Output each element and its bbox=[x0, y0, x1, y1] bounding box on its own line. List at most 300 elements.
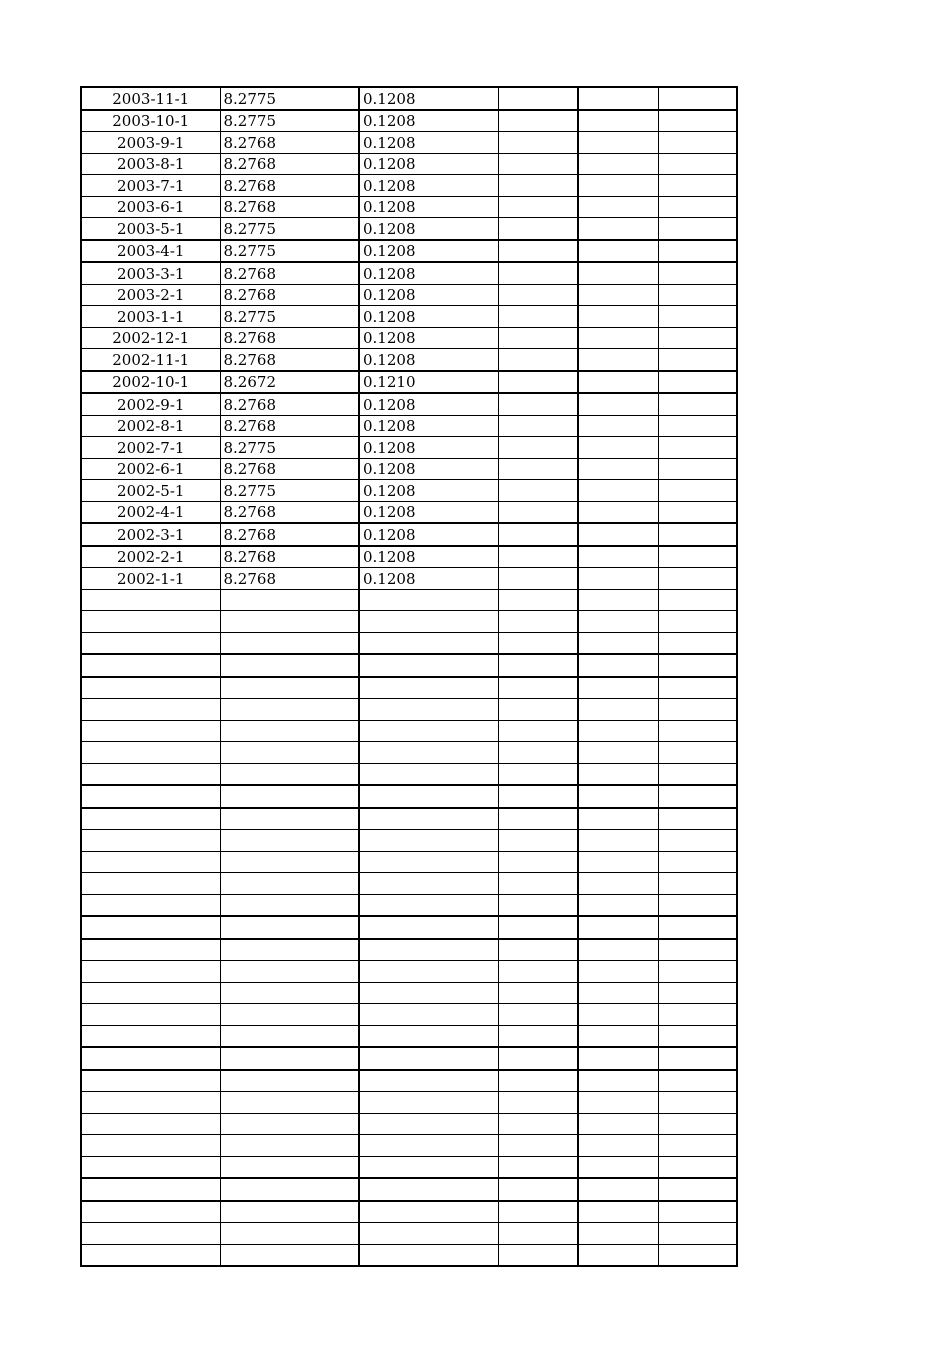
inverse-rate-cell[interactable]: 0.1208 bbox=[359, 153, 498, 175]
inverse-rate-cell[interactable] bbox=[359, 982, 498, 1004]
inverse-rate-cell[interactable] bbox=[359, 808, 498, 830]
rate-cell[interactable] bbox=[220, 1178, 359, 1201]
rate-cell[interactable] bbox=[220, 939, 359, 961]
empty-cell[interactable] bbox=[658, 677, 737, 699]
empty-cell[interactable] bbox=[578, 1113, 658, 1135]
empty-cell[interactable] bbox=[578, 1156, 658, 1178]
empty-cell[interactable] bbox=[498, 1135, 578, 1157]
date-cell[interactable]: 2002-7-1 bbox=[81, 437, 220, 459]
inverse-rate-cell[interactable]: 0.1208 bbox=[359, 327, 498, 349]
date-cell[interactable] bbox=[81, 1156, 220, 1178]
empty-cell[interactable] bbox=[658, 1201, 737, 1223]
inverse-rate-cell[interactable]: 0.1208 bbox=[359, 196, 498, 218]
rate-cell[interactable]: 8.2775 bbox=[220, 110, 359, 132]
inverse-rate-cell[interactable]: 0.1208 bbox=[359, 218, 498, 240]
empty-cell[interactable] bbox=[658, 306, 737, 328]
empty-cell[interactable] bbox=[658, 873, 737, 895]
empty-cell[interactable] bbox=[578, 1223, 658, 1245]
empty-cell[interactable] bbox=[578, 763, 658, 785]
rate-cell[interactable]: 8.2768 bbox=[220, 262, 359, 284]
empty-cell[interactable] bbox=[578, 110, 658, 132]
date-cell[interactable]: 2003-2-1 bbox=[81, 284, 220, 306]
empty-cell[interactable] bbox=[658, 327, 737, 349]
inverse-rate-cell[interactable] bbox=[359, 720, 498, 742]
empty-cell[interactable] bbox=[578, 632, 658, 654]
empty-cell[interactable] bbox=[498, 589, 578, 611]
empty-cell[interactable] bbox=[578, 699, 658, 721]
inverse-rate-cell[interactable]: 0.1208 bbox=[359, 175, 498, 197]
empty-cell[interactable] bbox=[498, 132, 578, 154]
date-cell[interactable]: 2002-6-1 bbox=[81, 458, 220, 480]
date-cell[interactable]: 2003-4-1 bbox=[81, 240, 220, 263]
inverse-rate-cell[interactable] bbox=[359, 1004, 498, 1026]
empty-cell[interactable] bbox=[658, 393, 737, 415]
empty-cell[interactable] bbox=[658, 196, 737, 218]
date-cell[interactable] bbox=[81, 830, 220, 852]
empty-cell[interactable] bbox=[658, 720, 737, 742]
date-cell[interactable]: 2002-9-1 bbox=[81, 393, 220, 415]
inverse-rate-cell[interactable]: 0.1208 bbox=[359, 110, 498, 132]
date-cell[interactable] bbox=[81, 808, 220, 830]
empty-cell[interactable] bbox=[498, 654, 578, 677]
date-cell[interactable] bbox=[81, 1113, 220, 1135]
empty-cell[interactable] bbox=[658, 982, 737, 1004]
empty-cell[interactable] bbox=[498, 349, 578, 371]
empty-cell[interactable] bbox=[498, 327, 578, 349]
inverse-rate-cell[interactable] bbox=[359, 1244, 498, 1266]
empty-cell[interactable] bbox=[578, 240, 658, 263]
inverse-rate-cell[interactable] bbox=[359, 589, 498, 611]
inverse-rate-cell[interactable]: 0.1208 bbox=[359, 240, 498, 263]
empty-cell[interactable] bbox=[578, 262, 658, 284]
rate-cell[interactable]: 8.2768 bbox=[220, 153, 359, 175]
empty-cell[interactable] bbox=[658, 546, 737, 568]
empty-cell[interactable] bbox=[658, 110, 737, 132]
rate-cell[interactable]: 8.2768 bbox=[220, 327, 359, 349]
empty-cell[interactable] bbox=[578, 284, 658, 306]
inverse-rate-cell[interactable]: 0.1208 bbox=[359, 349, 498, 371]
date-cell[interactable]: 2003-10-1 bbox=[81, 110, 220, 132]
inverse-rate-cell[interactable] bbox=[359, 1047, 498, 1070]
empty-cell[interactable] bbox=[658, 371, 737, 394]
date-cell[interactable] bbox=[81, 611, 220, 633]
empty-cell[interactable] bbox=[498, 87, 578, 110]
empty-cell[interactable] bbox=[658, 1047, 737, 1070]
rate-cell[interactable] bbox=[220, 830, 359, 852]
empty-cell[interactable] bbox=[658, 153, 737, 175]
empty-cell[interactable] bbox=[578, 589, 658, 611]
date-cell[interactable] bbox=[81, 1223, 220, 1245]
empty-cell[interactable] bbox=[578, 523, 658, 546]
empty-cell[interactable] bbox=[658, 568, 737, 590]
empty-cell[interactable] bbox=[498, 501, 578, 523]
empty-cell[interactable] bbox=[498, 894, 578, 916]
rate-cell[interactable] bbox=[220, 1004, 359, 1026]
empty-cell[interactable] bbox=[578, 175, 658, 197]
inverse-rate-cell[interactable]: 0.1208 bbox=[359, 306, 498, 328]
inverse-rate-cell[interactable]: 0.1210 bbox=[359, 371, 498, 394]
empty-cell[interactable] bbox=[578, 982, 658, 1004]
empty-cell[interactable] bbox=[658, 87, 737, 110]
inverse-rate-cell[interactable] bbox=[359, 742, 498, 764]
empty-cell[interactable] bbox=[658, 1135, 737, 1157]
empty-cell[interactable] bbox=[578, 480, 658, 502]
empty-cell[interactable] bbox=[498, 1156, 578, 1178]
empty-cell[interactable] bbox=[658, 785, 737, 808]
rate-cell[interactable]: 8.2768 bbox=[220, 349, 359, 371]
empty-cell[interactable] bbox=[658, 1004, 737, 1026]
empty-cell[interactable] bbox=[578, 218, 658, 240]
empty-cell[interactable] bbox=[658, 830, 737, 852]
empty-cell[interactable] bbox=[498, 808, 578, 830]
empty-cell[interactable] bbox=[578, 1201, 658, 1223]
empty-cell[interactable] bbox=[498, 916, 578, 939]
rate-cell[interactable] bbox=[220, 916, 359, 939]
empty-cell[interactable] bbox=[578, 785, 658, 808]
empty-cell[interactable] bbox=[498, 110, 578, 132]
empty-cell[interactable] bbox=[658, 1156, 737, 1178]
inverse-rate-cell[interactable] bbox=[359, 1223, 498, 1245]
empty-cell[interactable] bbox=[578, 306, 658, 328]
empty-cell[interactable] bbox=[658, 218, 737, 240]
rate-cell[interactable]: 8.2775 bbox=[220, 437, 359, 459]
inverse-rate-cell[interactable] bbox=[359, 654, 498, 677]
date-cell[interactable] bbox=[81, 1244, 220, 1266]
date-cell[interactable]: 2002-5-1 bbox=[81, 480, 220, 502]
empty-cell[interactable] bbox=[658, 1025, 737, 1047]
rate-cell[interactable]: 8.2768 bbox=[220, 132, 359, 154]
rate-cell[interactable]: 8.2768 bbox=[220, 284, 359, 306]
rate-cell[interactable] bbox=[220, 742, 359, 764]
empty-cell[interactable] bbox=[658, 808, 737, 830]
date-cell[interactable]: 2003-3-1 bbox=[81, 262, 220, 284]
empty-cell[interactable] bbox=[578, 437, 658, 459]
rate-cell[interactable] bbox=[220, 1156, 359, 1178]
inverse-rate-cell[interactable]: 0.1208 bbox=[359, 458, 498, 480]
empty-cell[interactable] bbox=[498, 1244, 578, 1266]
rate-cell[interactable]: 8.2775 bbox=[220, 306, 359, 328]
rate-cell[interactable]: 8.2768 bbox=[220, 523, 359, 546]
date-cell[interactable]: 2003-7-1 bbox=[81, 175, 220, 197]
inverse-rate-cell[interactable] bbox=[359, 1070, 498, 1092]
empty-cell[interactable] bbox=[578, 1025, 658, 1047]
rate-cell[interactable] bbox=[220, 1244, 359, 1266]
empty-cell[interactable] bbox=[498, 720, 578, 742]
rate-cell[interactable] bbox=[220, 632, 359, 654]
inverse-rate-cell[interactable]: 0.1208 bbox=[359, 415, 498, 437]
rate-cell[interactable] bbox=[220, 1092, 359, 1114]
empty-cell[interactable] bbox=[658, 480, 737, 502]
inverse-rate-cell[interactable]: 0.1208 bbox=[359, 546, 498, 568]
rate-cell[interactable] bbox=[220, 894, 359, 916]
empty-cell[interactable] bbox=[498, 1178, 578, 1201]
rate-cell[interactable]: 8.2672 bbox=[220, 371, 359, 394]
empty-cell[interactable] bbox=[658, 654, 737, 677]
inverse-rate-cell[interactable] bbox=[359, 1092, 498, 1114]
empty-cell[interactable] bbox=[578, 873, 658, 895]
date-cell[interactable] bbox=[81, 939, 220, 961]
empty-cell[interactable] bbox=[578, 851, 658, 873]
date-cell[interactable] bbox=[81, 1092, 220, 1114]
date-cell[interactable]: 2003-8-1 bbox=[81, 153, 220, 175]
empty-cell[interactable] bbox=[498, 1070, 578, 1092]
rate-cell[interactable] bbox=[220, 763, 359, 785]
empty-cell[interactable] bbox=[578, 720, 658, 742]
date-cell[interactable] bbox=[81, 677, 220, 699]
empty-cell[interactable] bbox=[578, 939, 658, 961]
rate-cell[interactable] bbox=[220, 1113, 359, 1135]
rate-cell[interactable]: 8.2775 bbox=[220, 240, 359, 263]
date-cell[interactable]: 2003-11-1 bbox=[81, 87, 220, 110]
empty-cell[interactable] bbox=[498, 546, 578, 568]
date-cell[interactable] bbox=[81, 720, 220, 742]
date-cell[interactable]: 2003-5-1 bbox=[81, 218, 220, 240]
empty-cell[interactable] bbox=[498, 677, 578, 699]
inverse-rate-cell[interactable]: 0.1208 bbox=[359, 87, 498, 110]
empty-cell[interactable] bbox=[658, 1178, 737, 1201]
date-cell[interactable] bbox=[81, 699, 220, 721]
empty-cell[interactable] bbox=[498, 240, 578, 263]
empty-cell[interactable] bbox=[578, 1178, 658, 1201]
empty-cell[interactable] bbox=[498, 306, 578, 328]
inverse-rate-cell[interactable] bbox=[359, 677, 498, 699]
rate-cell[interactable] bbox=[220, 1135, 359, 1157]
empty-cell[interactable] bbox=[578, 808, 658, 830]
rate-cell[interactable] bbox=[220, 720, 359, 742]
empty-cell[interactable] bbox=[658, 1092, 737, 1114]
empty-cell[interactable] bbox=[498, 1004, 578, 1026]
date-cell[interactable]: 2003-1-1 bbox=[81, 306, 220, 328]
empty-cell[interactable] bbox=[498, 415, 578, 437]
inverse-rate-cell[interactable]: 0.1208 bbox=[359, 523, 498, 546]
date-cell[interactable] bbox=[81, 916, 220, 939]
empty-cell[interactable] bbox=[498, 763, 578, 785]
inverse-rate-cell[interactable]: 0.1208 bbox=[359, 132, 498, 154]
date-cell[interactable]: 2002-2-1 bbox=[81, 546, 220, 568]
empty-cell[interactable] bbox=[578, 371, 658, 394]
date-cell[interactable] bbox=[81, 894, 220, 916]
inverse-rate-cell[interactable] bbox=[359, 1201, 498, 1223]
rate-cell[interactable] bbox=[220, 961, 359, 983]
rate-cell[interactable] bbox=[220, 808, 359, 830]
date-cell[interactable]: 2003-9-1 bbox=[81, 132, 220, 154]
date-cell[interactable]: 2002-4-1 bbox=[81, 501, 220, 523]
empty-cell[interactable] bbox=[498, 873, 578, 895]
rate-cell[interactable] bbox=[220, 589, 359, 611]
empty-cell[interactable] bbox=[578, 1244, 658, 1266]
empty-cell[interactable] bbox=[658, 1223, 737, 1245]
empty-cell[interactable] bbox=[658, 611, 737, 633]
empty-cell[interactable] bbox=[658, 1070, 737, 1092]
empty-cell[interactable] bbox=[498, 196, 578, 218]
empty-cell[interactable] bbox=[498, 1025, 578, 1047]
date-cell[interactable] bbox=[81, 1047, 220, 1070]
empty-cell[interactable] bbox=[658, 1113, 737, 1135]
inverse-rate-cell[interactable] bbox=[359, 1135, 498, 1157]
empty-cell[interactable] bbox=[498, 437, 578, 459]
date-cell[interactable] bbox=[81, 1178, 220, 1201]
date-cell[interactable] bbox=[81, 1004, 220, 1026]
empty-cell[interactable] bbox=[658, 523, 737, 546]
rate-cell[interactable] bbox=[220, 654, 359, 677]
empty-cell[interactable] bbox=[498, 458, 578, 480]
empty-cell[interactable] bbox=[658, 262, 737, 284]
empty-cell[interactable] bbox=[658, 437, 737, 459]
inverse-rate-cell[interactable] bbox=[359, 1113, 498, 1135]
date-cell[interactable] bbox=[81, 742, 220, 764]
rate-cell[interactable]: 8.2768 bbox=[220, 175, 359, 197]
empty-cell[interactable] bbox=[498, 982, 578, 1004]
rate-cell[interactable]: 8.2768 bbox=[220, 546, 359, 568]
empty-cell[interactable] bbox=[658, 851, 737, 873]
empty-cell[interactable] bbox=[498, 939, 578, 961]
empty-cell[interactable] bbox=[578, 916, 658, 939]
empty-cell[interactable] bbox=[658, 699, 737, 721]
empty-cell[interactable] bbox=[578, 132, 658, 154]
date-cell[interactable]: 2002-11-1 bbox=[81, 349, 220, 371]
date-cell[interactable] bbox=[81, 961, 220, 983]
empty-cell[interactable] bbox=[578, 611, 658, 633]
empty-cell[interactable] bbox=[658, 894, 737, 916]
rate-cell[interactable] bbox=[220, 1047, 359, 1070]
rate-cell[interactable] bbox=[220, 1223, 359, 1245]
empty-cell[interactable] bbox=[498, 371, 578, 394]
empty-cell[interactable] bbox=[498, 851, 578, 873]
inverse-rate-cell[interactable] bbox=[359, 961, 498, 983]
inverse-rate-cell[interactable] bbox=[359, 851, 498, 873]
empty-cell[interactable] bbox=[658, 415, 737, 437]
empty-cell[interactable] bbox=[658, 458, 737, 480]
empty-cell[interactable] bbox=[658, 284, 737, 306]
empty-cell[interactable] bbox=[578, 894, 658, 916]
empty-cell[interactable] bbox=[658, 939, 737, 961]
empty-cell[interactable] bbox=[498, 1092, 578, 1114]
empty-cell[interactable] bbox=[498, 699, 578, 721]
empty-cell[interactable] bbox=[578, 1092, 658, 1114]
inverse-rate-cell[interactable]: 0.1208 bbox=[359, 262, 498, 284]
empty-cell[interactable] bbox=[578, 87, 658, 110]
empty-cell[interactable] bbox=[498, 1113, 578, 1135]
empty-cell[interactable] bbox=[658, 240, 737, 263]
rate-cell[interactable]: 8.2775 bbox=[220, 218, 359, 240]
inverse-rate-cell[interactable]: 0.1208 bbox=[359, 480, 498, 502]
empty-cell[interactable] bbox=[578, 153, 658, 175]
empty-cell[interactable] bbox=[658, 742, 737, 764]
rate-cell[interactable] bbox=[220, 982, 359, 1004]
date-cell[interactable] bbox=[81, 873, 220, 895]
inverse-rate-cell[interactable]: 0.1208 bbox=[359, 437, 498, 459]
rate-cell[interactable] bbox=[220, 699, 359, 721]
empty-cell[interactable] bbox=[658, 763, 737, 785]
rate-cell[interactable] bbox=[220, 677, 359, 699]
empty-cell[interactable] bbox=[578, 349, 658, 371]
date-cell[interactable] bbox=[81, 785, 220, 808]
inverse-rate-cell[interactable]: 0.1208 bbox=[359, 284, 498, 306]
inverse-rate-cell[interactable] bbox=[359, 894, 498, 916]
empty-cell[interactable] bbox=[498, 1223, 578, 1245]
empty-cell[interactable] bbox=[578, 196, 658, 218]
empty-cell[interactable] bbox=[578, 501, 658, 523]
date-cell[interactable]: 2002-10-1 bbox=[81, 371, 220, 394]
empty-cell[interactable] bbox=[578, 961, 658, 983]
rate-cell[interactable] bbox=[220, 1025, 359, 1047]
empty-cell[interactable] bbox=[578, 415, 658, 437]
empty-cell[interactable] bbox=[658, 632, 737, 654]
rate-cell[interactable]: 8.2768 bbox=[220, 415, 359, 437]
inverse-rate-cell[interactable] bbox=[359, 1178, 498, 1201]
inverse-rate-cell[interactable] bbox=[359, 916, 498, 939]
empty-cell[interactable] bbox=[658, 349, 737, 371]
date-cell[interactable]: 2002-1-1 bbox=[81, 568, 220, 590]
inverse-rate-cell[interactable]: 0.1208 bbox=[359, 568, 498, 590]
rate-cell[interactable] bbox=[220, 785, 359, 808]
empty-cell[interactable] bbox=[498, 611, 578, 633]
rate-cell[interactable] bbox=[220, 851, 359, 873]
empty-cell[interactable] bbox=[498, 568, 578, 590]
rate-cell[interactable]: 8.2775 bbox=[220, 87, 359, 110]
empty-cell[interactable] bbox=[498, 830, 578, 852]
empty-cell[interactable] bbox=[498, 218, 578, 240]
date-cell[interactable] bbox=[81, 1201, 220, 1223]
empty-cell[interactable] bbox=[498, 153, 578, 175]
inverse-rate-cell[interactable]: 0.1208 bbox=[359, 501, 498, 523]
empty-cell[interactable] bbox=[498, 284, 578, 306]
empty-cell[interactable] bbox=[578, 546, 658, 568]
empty-cell[interactable] bbox=[498, 1201, 578, 1223]
inverse-rate-cell[interactable] bbox=[359, 699, 498, 721]
empty-cell[interactable] bbox=[498, 262, 578, 284]
empty-cell[interactable] bbox=[658, 916, 737, 939]
rate-cell[interactable] bbox=[220, 873, 359, 895]
inverse-rate-cell[interactable] bbox=[359, 785, 498, 808]
empty-cell[interactable] bbox=[498, 480, 578, 502]
empty-cell[interactable] bbox=[578, 742, 658, 764]
empty-cell[interactable] bbox=[578, 568, 658, 590]
empty-cell[interactable] bbox=[498, 393, 578, 415]
date-cell[interactable]: 2003-6-1 bbox=[81, 196, 220, 218]
date-cell[interactable]: 2002-12-1 bbox=[81, 327, 220, 349]
inverse-rate-cell[interactable] bbox=[359, 873, 498, 895]
empty-cell[interactable] bbox=[578, 654, 658, 677]
empty-cell[interactable] bbox=[498, 523, 578, 546]
empty-cell[interactable] bbox=[498, 785, 578, 808]
inverse-rate-cell[interactable] bbox=[359, 632, 498, 654]
date-cell[interactable] bbox=[81, 982, 220, 1004]
date-cell[interactable] bbox=[81, 1135, 220, 1157]
date-cell[interactable] bbox=[81, 851, 220, 873]
date-cell[interactable] bbox=[81, 1025, 220, 1047]
empty-cell[interactable] bbox=[498, 175, 578, 197]
empty-cell[interactable] bbox=[578, 677, 658, 699]
empty-cell[interactable] bbox=[578, 1070, 658, 1092]
empty-cell[interactable] bbox=[578, 1047, 658, 1070]
date-cell[interactable] bbox=[81, 654, 220, 677]
empty-cell[interactable] bbox=[498, 742, 578, 764]
empty-cell[interactable] bbox=[658, 132, 737, 154]
rate-cell[interactable]: 8.2775 bbox=[220, 480, 359, 502]
empty-cell[interactable] bbox=[578, 327, 658, 349]
date-cell[interactable] bbox=[81, 632, 220, 654]
empty-cell[interactable] bbox=[578, 830, 658, 852]
empty-cell[interactable] bbox=[658, 501, 737, 523]
empty-cell[interactable] bbox=[658, 961, 737, 983]
date-cell[interactable] bbox=[81, 589, 220, 611]
rate-cell[interactable]: 8.2768 bbox=[220, 393, 359, 415]
rate-cell[interactable]: 8.2768 bbox=[220, 196, 359, 218]
empty-cell[interactable] bbox=[578, 393, 658, 415]
inverse-rate-cell[interactable] bbox=[359, 1025, 498, 1047]
rate-cell[interactable] bbox=[220, 611, 359, 633]
